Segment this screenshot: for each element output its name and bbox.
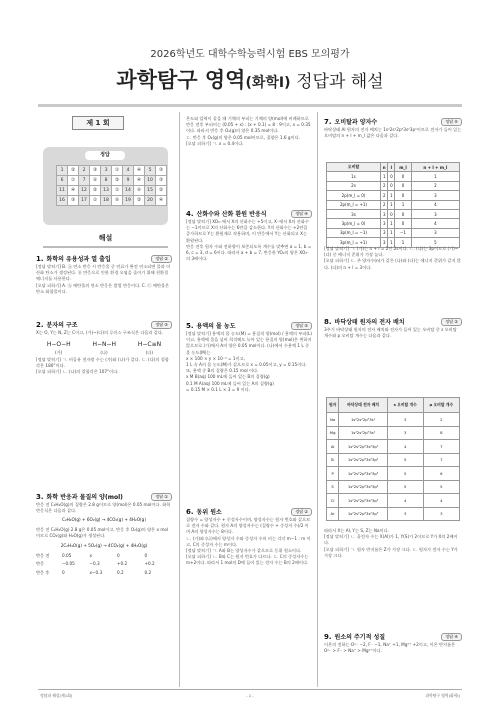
question-2-header: 2. 분자의 구조 정답 ③ [36, 320, 172, 329]
config-cell-header: p 오비탈 개수 [423, 398, 459, 413]
orbital-row [327, 172, 460, 181]
answer-number: 6 [57, 176, 68, 186]
config-cell: Cl [327, 494, 339, 508]
orbital-cell: 0 [388, 181, 395, 190]
answer-choice: ④ [156, 196, 167, 206]
orbital-cell: 3 [381, 219, 388, 228]
config-cell: 1s²2s²2p⁶3s²3p³ [339, 467, 388, 481]
orbital-cell-header: m_l [395, 163, 411, 172]
question-3-header: 3. 화학 반응과 물질의 양(mol) 정답 ① [36, 492, 172, 501]
config-cell: 3 [387, 413, 423, 427]
config-cell: Na [327, 413, 339, 427]
orbital-cell: 0 [395, 172, 411, 181]
orbital-cell: 3p(m_l = −1) [327, 228, 381, 237]
answer-number: 9 [123, 176, 134, 186]
orbital-cell: 3 [381, 228, 388, 237]
question-5-header: 5. 용액의 몰 농도 정답 ③ [186, 321, 312, 330]
answer-number: 8 [101, 176, 112, 186]
answer-tag: 정답 ① [151, 493, 172, 501]
orbital-cell: 3 [411, 191, 459, 200]
answer-tag: 정답 ① [291, 508, 312, 516]
orbital-cell: 0 [388, 172, 395, 181]
question-7-header: 7. 오비탈과 양자수 정답 ⑤ [324, 117, 462, 126]
question-4-body: [정답 맞히기] XO₃⁻에서 X의 산화수는 +5이고, X⁻에서 X의 산화수는 −1이므로 X의 산화수는 6만큼 감소한다. Y의 산화수는 +2만큼 증가하므로 Y는 환원제로 작용하며, 이 반응에서 Y는 산화되고 X는 환원된다. 반응 전후 원자 수와 전하량이 보존되도록 계수를 맞추면 a = 1, b = 6, c = 3, d = 6이다. 따라서 a + b = 7, 반응한 YO₂의 양은 XO₃⁻의 3배이다. [186, 219, 312, 262]
answer-number: 4 [123, 166, 134, 176]
orbital-row-header [327, 163, 460, 172]
config-cell: 6 [423, 467, 459, 481]
answer-table [56, 165, 167, 206]
config-cell-header: 바닥상태 전자 배치 [339, 398, 388, 413]
orbital-cell: 1s [327, 172, 381, 181]
answer-title: 정답 [85, 151, 125, 160]
answer-choice: ③ [156, 166, 167, 176]
config-cell: 1s²2s²2p⁶3s²3p⁵ [339, 494, 388, 508]
orbital-cell-header: l [388, 163, 395, 172]
orbital-cell: −1 [395, 228, 411, 237]
subject-main: 과학탐구 영역 [116, 68, 246, 92]
footer-right: 과학탐구 영역(화학Ⅰ) [425, 693, 460, 698]
question-8-header: 8. 바닥상태 원자의 전자 배치 정답 ② [324, 317, 462, 326]
footer-left: 정답과 해설(제1회) [40, 693, 73, 698]
config-cell: 1s²2s²2p⁶3s²3p¹ [339, 440, 388, 454]
middle-top-text: 온도와 압력이 같을 때 기체의 부피는 기체의 양(mol)에 비례하므로 반응 전후 부피비는 (0.05 + x) : (x + 0.1) = 8 : 9이고, x = 0.35이다. 따라서 반응 후 O₂(g)의 양은 0.35 mol이다. ㄷ. 반응 후 O₂(g)의 양은 0.05 mol이므로, 질량은 1.6 g이다. [오답 피하기] ㄱ. x = 0.4이다. [186, 116, 311, 146]
config-cell: S [327, 480, 339, 494]
question-6-header: 6. 동위 원소 정답 ① [186, 507, 312, 516]
orbital-cell: 0 [388, 209, 395, 218]
answer-number: 18 [101, 196, 112, 206]
orbital-cell: 1 [388, 228, 395, 237]
answer-choice: ② [156, 186, 167, 196]
answer-choice: ② [112, 176, 123, 186]
answer-number: 3 [101, 166, 112, 176]
config-cell: Ar [327, 507, 339, 521]
orbital-cell: 4 [411, 200, 459, 209]
orbital-cell: 1 [388, 238, 395, 247]
answer-number: 13 [101, 186, 112, 196]
config-cell: 1s²2s²2p⁶3s² [339, 426, 388, 440]
config-cell: 3 [423, 507, 459, 521]
orbital-cell: 3s [327, 209, 381, 218]
orbital-cell: 3p(m_l = 0) [327, 219, 381, 228]
answer-row [57, 166, 167, 176]
subject-sub: (화학Ⅰ) [245, 75, 291, 91]
orbital-cell: 2 [381, 181, 388, 190]
answer-choice: ④ [134, 176, 145, 186]
answer-tag: 정답 ② [151, 255, 172, 263]
orbital-cell: 2 [381, 191, 388, 200]
answer-number: 11 [57, 186, 68, 196]
answer-choice: ① [112, 186, 123, 196]
subject-tail: 정답과 해설 [296, 72, 384, 92]
config-row [327, 426, 460, 440]
answer-number: 2 [79, 166, 90, 176]
config-cell: 1s²2s²2p⁶3s²3p² [339, 453, 388, 467]
config-row [327, 453, 460, 467]
config-cell: P [327, 467, 339, 481]
orbital-cell-header: 오비탈 [327, 163, 381, 172]
config-cell: 4 [387, 440, 423, 454]
answer-number: 15 [145, 186, 156, 196]
answer-tag: 정답 ④ [291, 210, 312, 218]
orbital-row [327, 191, 460, 200]
orbital-cell: 0 [395, 191, 411, 200]
orbital-cell: 0 [395, 181, 411, 190]
orbital-cell: 1 [388, 219, 395, 228]
question-7-body: 바닥상태 Al 원자의 전자 배치는 1s²2s²2p⁶3s²3p¹이므로 전자가 들어 있는 오비탈의 n + l + m_l 값은 다음과 같다. [324, 127, 462, 139]
config-cell: 1s²2s²2p⁶3s²3p⁶ [339, 507, 388, 521]
config-row [327, 494, 460, 508]
config-cell: 2 [423, 413, 459, 427]
orbital-cell: 1 [381, 172, 388, 181]
orbital-cell: 3 [381, 209, 388, 218]
answer-number: 19 [123, 196, 134, 206]
answer-number: 5 [145, 166, 156, 176]
answer-choice: ③ [156, 176, 167, 186]
config-row-header [327, 398, 460, 413]
config-cell: 1s²2s²2p⁶3s¹ [339, 413, 388, 427]
answer-number: 20 [145, 196, 156, 206]
config-cell-header: 원자 [327, 398, 339, 413]
column-divider-1 [179, 112, 180, 687]
answer-tag: 정답 ③ [291, 322, 312, 330]
config-cell: 1s²2s²2p⁶3s²3p⁴ [339, 480, 388, 494]
orbital-row [327, 209, 460, 218]
question-7-tail: [정답 맞히기] ㄱ. (가)는 n + l = 2인 2s이다. ㄴ. (나)는 3p이므로 (가)~(다) 중 에너지 준위가 가장 높다. [오답 피하기] ㄷ. 주 양자수(n)가 같은 (나)와 (다)는 에너지 준위가 같지 않다. (다)의 n + l = 3이다. [324, 246, 461, 270]
orbital-cell: 2 [381, 200, 388, 209]
answer-number: 14 [123, 186, 134, 196]
lewis-structures: H−O−H H−N−H H−C≡N [46, 341, 162, 349]
column-divider-2 [317, 112, 318, 687]
answer-choice: ③ [90, 166, 101, 176]
config-cell: 4 [423, 494, 459, 508]
answer-choice: ① [112, 166, 123, 176]
orbital-cell: 5 [411, 238, 459, 247]
answer-number: 12 [79, 186, 90, 196]
orbital-cell: 4 [411, 219, 459, 228]
orbital-table [326, 162, 460, 248]
orbital-cell: 1 [388, 191, 395, 200]
round-label: 제 1 회 [72, 116, 124, 130]
answer-tag: 정답 ② [441, 318, 462, 326]
config-row [327, 440, 460, 454]
config-cell: Al [327, 440, 339, 454]
answer-choice: ⑤ [90, 176, 101, 186]
orbital-cell: 3 [411, 228, 459, 237]
answer-choice: ⑤ [134, 186, 145, 196]
config-cell: 7 [423, 453, 459, 467]
footer-rule [38, 689, 462, 690]
config-cell: 4 [387, 494, 423, 508]
footer-page-number: - 1 - [246, 693, 254, 698]
config-cell: Mg [327, 426, 339, 440]
answer-number: 1 [57, 166, 68, 176]
orbital-cell: 2 [411, 181, 459, 190]
config-row [327, 480, 460, 494]
config-cell: Si [327, 453, 339, 467]
orbital-row [327, 200, 460, 209]
subject-title [0, 64, 500, 94]
config-cell: 7 [423, 440, 459, 454]
answer-choice: ② [90, 186, 101, 196]
orbital-row [327, 228, 460, 237]
config-row [327, 507, 460, 521]
orbital-cell: 2p(m_l = 0) [327, 191, 381, 200]
explain-title: 해설 [43, 233, 168, 248]
config-cell: 5 [387, 480, 423, 494]
answer-choice: ① [90, 196, 101, 206]
answer-choice: ④ [134, 166, 145, 176]
answer-row [57, 186, 167, 196]
orbital-cell: 1 [411, 172, 459, 181]
config-cell: 5 [423, 480, 459, 494]
orbital-cell-header: n [381, 163, 388, 172]
question-1-header: 1. 화학의 유용성과 열 출입 정답 ② [36, 254, 172, 263]
question-8-body: 3주기 바닥상태 원자의 전자 배치와 전자가 들어 있는 오비탈 중 s 오비탈 개수와 p 오비탈 개수는 다음과 같다. [324, 327, 457, 339]
answer-tag: 정답 ⑤ [441, 118, 462, 126]
orbital-cell: 1 [395, 238, 411, 247]
config-cell: 3 [387, 426, 423, 440]
config-cell: 5 [387, 453, 423, 467]
header-rule [38, 104, 462, 107]
answer-tag: 정답 ④ [441, 633, 462, 641]
question-1-body: [정답 맞히기] B. Ⓐ 연소 반응 시 반응물 중 연료가 완전 연소되면 물과 이산화 탄소가 생성된다. Ⓑ 반응으로 인한 환경 오염을 줄이기 위해 친환경 에너지를 사용한다. [오답 피하기] A. Ⓐ 에탄올의 연소 반응은 발열 반응이다. C. Ⓒ 에탄올은 탄소 화합물이다. [36, 264, 171, 294]
answer-choice: ② [134, 196, 145, 206]
orbital-cell-header: n + l + m_l [411, 163, 459, 172]
answer-choice: ③ [68, 196, 79, 206]
orbital-cell: 1 [388, 200, 395, 209]
question-6-body: 질량수 = 양성자수 + 중성자수이며, 양성자수는 원자 번호와 같으므로 전자 수와 같다. 원자 A의 양성자수는 (질량수 + 중성자 수)/2 이며 A의 양성자수는 8이다. ㄴ. (가)와 (나)에서 양성자 수와 중성자 수의 비는 각각 m−1 : m 이고, C의 중성자 수는 m이다. [정답 맞히기] ㄱ. A와 B는 양성자수가 같으므로 동위 원소이다. [오답 피하기] ㄴ. B와 C는 원자 번호가 다르다. ㄷ. C의 중성자수는 m+2이다. 따라서 1 mol의 D에 들어 있는 전자 수는 B의 2배이다. [186, 517, 311, 566]
answer-choice: ④ [68, 186, 79, 196]
answer-choice: ⑤ [112, 196, 123, 206]
orbital-row [327, 219, 460, 228]
orbital-cell: 2s [327, 181, 381, 190]
question-2-body: X는 O, Y는 N, Z는 C이고, (가)~(다)의 루이스 구조식은 다음과 같다. H−O−H H−N−H H−C≡N (가) (나) (다) [정답 맞히기] ㄱ. 비공유 전자쌍 수는 (가)와 (나)가 같다. ㄷ. (다)의 결합각은 180°이다. [오답 피하기] ㄴ. (나)의 결합각은 107°이다. [36, 330, 172, 410]
orbital-cell: 3p(m_l = +1) [327, 238, 381, 247]
answer-number: 16 [57, 196, 68, 206]
orbital-cell: 0 [395, 209, 411, 218]
question-8-tail: 따라서 X는 Al, Y는 S, Z는 Na이다. [정답 맞히기] ㄴ. 홀전자 수는 X(Al)가 1, Y(S)가 2이므로 Y가 X의 2배이다. [오답 피하기] ㄱ. 원자 반지름은 Z가 가장 크다. ㄷ. 원자가 전자 수는 Y가 가장 크다. [324, 528, 458, 558]
config-cell-header: s 오비탈 개수 [387, 398, 423, 413]
answer-box [43, 147, 168, 225]
orbital-cell: 3 [381, 238, 388, 247]
answer-row [57, 196, 167, 206]
question-9-body: 이온의 전하는 O²⁻ −2, F⁻ −1, Na⁺ +1, Mg²⁺ +2이고, 이온 반지름은 O²⁻ > F⁻ > Na⁺ > Mg²⁺이다. [324, 642, 456, 654]
orbital-row [327, 181, 460, 190]
answer-choice: ② [68, 166, 79, 176]
config-cell: 8 [423, 426, 459, 440]
config-cell: 5 [387, 467, 423, 481]
config-cell: 3 [387, 507, 423, 521]
config-row [327, 467, 460, 481]
orbital-cell: 0 [395, 219, 411, 228]
question-5-body: [정답 맞히기] 용액의 몰 농도(M) = 용질의 양(mol) / 용액의 부피(L) 이고, 용액에 물을 넣어 희석해도 녹아 있는 용질의 양(mol)은 변하지 않으므로 (가)에서 A의 양은 0.05 mol이다. (나)에서 수용액 1 L 중 물 농도(M)는 x × 100 × y × 10⁻³ = 1이고, 1 L 속 A의 몰 농도(M)가 같으므로 x = 0.05이고, y = 0.15이다. 또, 용액 중 B의 질량은 0.15 mol 이다. x M B(aq) 100 mL에 들어 있는 B의 질량(g) 0.1 M A(aq) 100 mL에 들어 있는 A의 질량(g) = 0.15 M × 0.1 L × 3 = 9 이다. [186, 331, 312, 392]
question-4-header: 4. 산화수와 산화 환원 반응식 정답 ④ [186, 209, 312, 218]
question-9-header: 9. 원소의 주기적 성질 정답 ④ [324, 632, 462, 641]
answer-tag: 정답 ③ [151, 321, 172, 329]
orbital-cell: 2p(m_l = +1) [327, 200, 381, 209]
answer-number: 7 [79, 176, 90, 186]
answer-number: 10 [145, 176, 156, 186]
orbital-cell: 1 [395, 200, 411, 209]
exam-title: 2026학년도 대학수학능력시험 EBS 모의평가 [150, 49, 350, 60]
answer-row [57, 176, 167, 186]
config-table [326, 397, 460, 521]
answer-number: 17 [79, 196, 90, 206]
answer-choice: ① [68, 176, 79, 186]
question-3-body: 반응 전 C₂H₄O(g)의 질량은 2.8 g이므로 양(mol)은 0.05 mol이다. 화학 반응식은 다음과 같다. C₂H₄O(g) + 6O₂(g) → 4CO₂(g) + 4H₂O(g) 반응 전 C₂H₄O(g) 2.8 g은 0.05 mol이고, 반응 후 O₂(g)의 양은 x mol이므로 CO₂(g)와 H₂O(g)가 생성된다. 2C₂H₄O(g) + 5O₂(g) → 4CO₂(g) + 4H₂O(g) 반응 전 0.05 x 0 0 반응 −0.05 −0.3 +0.2 +0.2 반응 후 0 x−0.3 0.2 0.2 [36, 502, 171, 575]
orbital-cell: 3 [411, 209, 459, 218]
config-row [327, 413, 460, 427]
